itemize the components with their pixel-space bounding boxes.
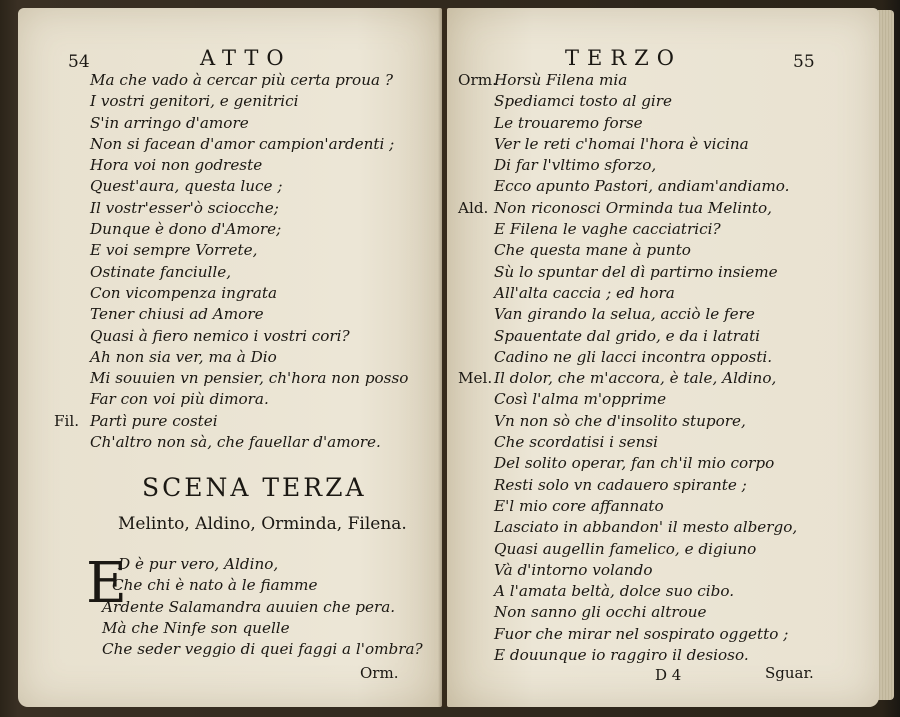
verse-line: Resti solo vn cadauero spirante ; (494, 475, 747, 494)
verse-line: I vostri genitori, e genitrici (90, 92, 299, 111)
signature-mark: D 4 (655, 666, 682, 684)
verse-line: Lasciato in abbandon' il mesto albergo, (494, 518, 798, 537)
verse-line: Spediamci tosto al gire (494, 92, 673, 111)
verse-line: Hora voi non godreste (90, 156, 263, 175)
verse-line: Ecco apunto Pastori, andiam'andiamo. (494, 177, 790, 196)
verse-line: Che questa mane à punto (494, 241, 691, 260)
right-page-number: 55 (793, 52, 815, 72)
verse-line: D è pur vero, Aldino, (118, 555, 279, 573)
verse-line: Ardente Salamandra auuien che pera. (102, 597, 396, 616)
verse-line: A l'amata beltà, dolce suo cibo. (494, 582, 735, 601)
verse-line: Mi souuien vn pensier, ch'hora non posso (90, 369, 409, 388)
verse-line: Ch'altro non sà, che fauellar d'amore. (90, 433, 381, 452)
verse-line: Ostinate fanciulle, (90, 262, 232, 281)
verse-line: Non sanno gli occhi altroue (494, 603, 707, 622)
scene-title: SCENA TERZA (142, 473, 367, 502)
verse-line: Che seder veggio di quei faggi a l'ombra? (102, 640, 423, 659)
verse-line: Non si facean d'amor campion'ardenti ; (90, 134, 395, 153)
verse-line: Le trouaremo forse (494, 113, 643, 132)
verse-line: Quasi à fiero nemico i vostri cori? (90, 326, 350, 345)
verse-line: Del solito operar, fan ch'il mio corpo (494, 454, 775, 473)
verse-line: Far con voi più dimora. (90, 390, 269, 409)
verse-line: S'in arringo d'amore (90, 113, 249, 132)
right-running-head: TERZO (565, 46, 682, 70)
right-page (447, 8, 879, 707)
verse-line: Ald. Non riconosci Orminda tua Melinto, (494, 198, 797, 219)
verse-line: Fil. Partì pure costei (90, 411, 408, 432)
left-page-number: 54 (68, 52, 90, 72)
verse-line: Van girando la selua, acciò le fere (494, 305, 755, 324)
opening-verse-block-continued (102, 575, 423, 660)
verse-line: Quest'aura, questa luce ; (90, 177, 283, 196)
page-edges (878, 10, 894, 700)
speaker-label: Fil. (54, 411, 80, 430)
verse-line: Ma che vado à cercar più certa proua ? (90, 71, 394, 89)
verse-line: Quasi augellin famelico, e digiuno (494, 539, 757, 558)
verse-line: Sù lo spuntar del dì partirno insieme (494, 262, 778, 281)
left-running-head: ATTO (200, 46, 292, 70)
verse-line: Và d'intorno volando (494, 560, 653, 579)
cast-list: Melinto, Aldino, Orminda, Filena. (118, 514, 407, 534)
verse-line: Che chi è nato à le fiamme (112, 576, 318, 595)
verse-line: Così l'alma m'opprime (494, 390, 667, 409)
speaker-label: Ald. (458, 198, 489, 217)
verse-line: E Filena le vaghe cacciatrici? (494, 220, 721, 239)
verse-line: Mel. Il dolor, che m'accora, è tale, Aldino, (494, 368, 797, 389)
left-verse-block (54, 70, 409, 453)
speaker-label: Mel. (458, 369, 493, 388)
verse-line: Fuor che mirar nel sospirato oggetto ; (494, 624, 789, 643)
verse-line: Vn non sò che d'insolito stupore, (494, 411, 746, 430)
verse-line: Tener chiusi ad Amore (90, 305, 264, 324)
verse-line: Dunque è dono d'Amore; (90, 220, 282, 239)
verse-line: Di far l'vltimo sforzo, (494, 156, 657, 175)
verse-line: E douunque io raggiro il desioso. (494, 646, 749, 665)
verse-line: Orm.Horsù Filena mia (494, 70, 797, 91)
left-page (18, 8, 442, 707)
verse-line: Che scordatisi i sensi (494, 433, 659, 452)
verse-line: Ah non sia ver, ma à Dio (90, 347, 277, 366)
left-catchword: Orm. (360, 664, 399, 682)
verse-line: All'alta caccia ; ed hora (494, 283, 675, 302)
right-verse-block (458, 70, 798, 666)
verse-line: Con vicompenza ingrata (90, 283, 278, 302)
verse-line: Mà che Ninfe son quelle (102, 618, 290, 637)
drop-cap: E (86, 551, 127, 616)
verse-line: Il vostr'esser'ò sciocche; (90, 198, 279, 217)
verse-line: Cadino ne gli lacci incontra opposti. (494, 347, 773, 366)
opening-verse-block (118, 554, 278, 575)
verse-line: E'l mio core affannato (494, 496, 664, 515)
speaker-label: Orm. (458, 71, 497, 89)
verse-line: Ver le reti c'homai l'hora è vicina (494, 134, 749, 153)
verse-line: Spauentate dal grido, e da i latrati (494, 326, 761, 345)
verse-line: E voi sempre Vorrete, (90, 241, 258, 260)
right-catchword: Sguar. (765, 664, 814, 682)
